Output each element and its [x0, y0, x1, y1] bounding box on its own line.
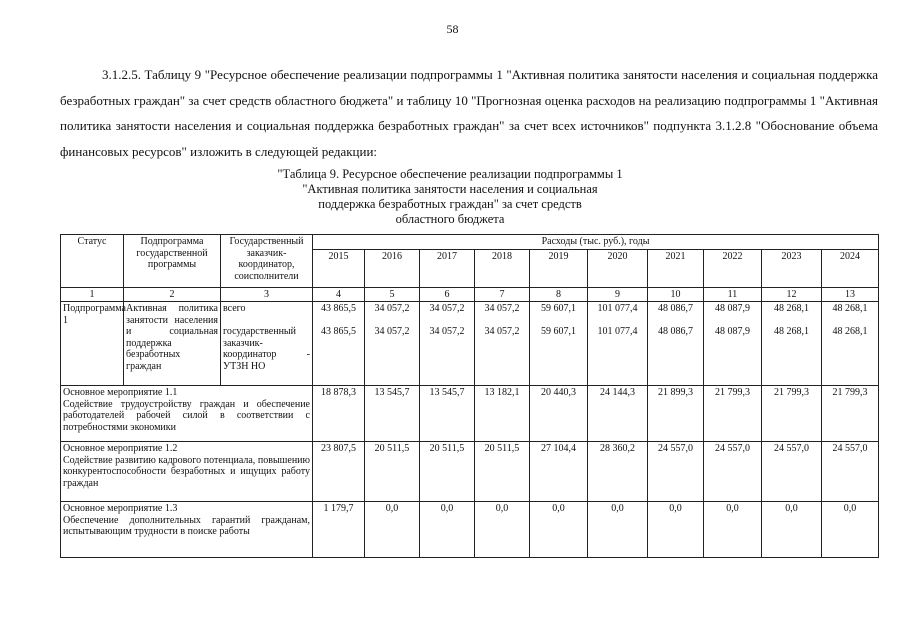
- table-row-measure-1-1: [61, 386, 879, 442]
- year-cell: 23 807,5: [313, 442, 365, 502]
- year-cell: 0,0: [365, 502, 420, 558]
- coordinator-value: 48 268,1: [832, 326, 868, 337]
- year-cell: 24 144,3: [588, 386, 648, 442]
- table-row-subprogram: [61, 302, 879, 386]
- header-year: 2019: [530, 249, 588, 287]
- year-cell: 13 545,7: [365, 386, 420, 442]
- year-cell: 0,0: [588, 502, 648, 558]
- year-cell: 21 899,3: [648, 386, 704, 442]
- header-year: 2015: [313, 249, 365, 287]
- coordinator-value: 34 057,2: [429, 326, 465, 337]
- caption-line: "Таблица 9. Ресурсное обеспечение реализации подпрограммы 1: [277, 167, 623, 181]
- year-cell: 0,0: [822, 502, 879, 558]
- year-cell: 0,0: [530, 502, 588, 558]
- year-cell: 1 179,7: [313, 502, 365, 558]
- year-cell: 0,0: [762, 502, 822, 558]
- header-status: Статус: [61, 235, 124, 288]
- year-cell: [420, 302, 475, 386]
- measure-text: Обеспечение дополнительных гарантий гражданам, испытывающим трудности в поиске работы: [63, 514, 310, 537]
- coordinator-value: 59 607,1: [541, 326, 576, 337]
- year-cell: [762, 302, 822, 386]
- column-number: 2: [124, 287, 221, 302]
- coordinator-value: 34 057,2: [374, 326, 410, 337]
- year-cell: [475, 302, 530, 386]
- column-number: 6: [420, 287, 475, 302]
- caption-line: поддержка безработных граждан" за счет средств: [318, 197, 582, 211]
- year-cell: 24 557,0: [648, 442, 704, 502]
- year-cell: 0,0: [648, 502, 704, 558]
- column-number: 8: [530, 287, 588, 302]
- total-value: 43 865,5: [321, 303, 356, 314]
- measure-title: Основное мероприятие 1.3: [63, 503, 178, 514]
- column-number: 9: [588, 287, 648, 302]
- year-cell: [704, 302, 762, 386]
- header-year: 2016: [365, 249, 420, 287]
- subprogram-name: Активная политика занятости населения и социальная поддержка безработных граждан: [124, 302, 221, 386]
- coordinator-value: 48 087,9: [715, 326, 750, 337]
- measure-text: Содействие трудоустройству граждан и обеспечение работодателей рабочей силой в соответствии с потребностями экономики: [63, 398, 310, 433]
- year-cell: 21 799,3: [762, 386, 822, 442]
- year-cell: 20 511,5: [475, 442, 530, 502]
- year-cell: 20 511,5: [365, 442, 420, 502]
- column-number: 1: [61, 287, 124, 302]
- resource-table: [60, 234, 879, 558]
- coordinator-value: 101 077,4: [597, 326, 638, 337]
- column-number: 5: [365, 287, 420, 302]
- total-value: 34 057,2: [429, 303, 465, 314]
- column-number: 3: [221, 287, 313, 302]
- header-subprogram: Подпрограмма государственной программы: [124, 235, 221, 288]
- header-year: 2017: [420, 249, 475, 287]
- coordinator-value: 34 057,2: [484, 326, 520, 337]
- caption-line: областного бюджета: [395, 212, 505, 226]
- coordinator-value: 43 865,5: [321, 326, 356, 337]
- intro-paragraph: 3.1.2.5. Таблицу 9 "Ресурсное обеспечение реализации подпрограммы 1 "Активная политика занятости населения и социальная поддержка безработных граждан" за счет средств областного бюджета" и таблицу 10 "Прогнозная оценка расходов на реализацию подпрограммы 1 "Активная политика занятости населения и социальная поддержка безработных граждан" за счет всех источников" подпункта 3.1.2.8 "Обоснование объема финансовых ресурсов" изложить в следующей редакции:: [60, 67, 878, 159]
- total-value: 59 607,1: [541, 303, 576, 314]
- year-cell: 24 557,0: [704, 442, 762, 502]
- total-value: 48 268,1: [832, 303, 868, 314]
- year-cell: 28 360,2: [588, 442, 648, 502]
- table-row-measure-1-3: [61, 502, 879, 558]
- header-year: 2018: [475, 249, 530, 287]
- year-cell: 21 799,3: [822, 386, 879, 442]
- subprogram-status: Подпрограмма 1: [61, 302, 124, 386]
- header-customer: Государственный заказчик-координатор, соисполнители: [221, 235, 313, 288]
- total-value: 48 268,1: [774, 303, 809, 314]
- total-value: 48 086,7: [658, 303, 693, 314]
- column-number: 11: [704, 287, 762, 302]
- table-row-measure-1-2: [61, 442, 879, 502]
- year-cell: 24 557,0: [822, 442, 879, 502]
- subprogram-customers: [221, 302, 313, 386]
- column-number: 4: [313, 287, 365, 302]
- table-caption: [220, 167, 680, 227]
- caption-line: "Активная политика занятости населения и социальная: [302, 182, 598, 196]
- measure-title: Основное мероприятие 1.2: [63, 443, 178, 454]
- total-value: 48 087,9: [715, 303, 750, 314]
- year-cell: 0,0: [704, 502, 762, 558]
- year-cell: 27 104,4: [530, 442, 588, 502]
- header-year: 2024: [822, 249, 879, 287]
- total-value: 34 057,2: [374, 303, 410, 314]
- year-cell: [313, 302, 365, 386]
- year-cell: 20 440,3: [530, 386, 588, 442]
- year-cell: [648, 302, 704, 386]
- customer-coordinator: государственный заказчик-координатор - УТЗН НО: [223, 326, 310, 372]
- year-cell: [588, 302, 648, 386]
- coordinator-value: 48 268,1: [774, 326, 809, 337]
- header-year: 2022: [704, 249, 762, 287]
- measure-description: [61, 502, 313, 558]
- year-cell: [365, 302, 420, 386]
- year-cell: 0,0: [420, 502, 475, 558]
- column-number: 12: [762, 287, 822, 302]
- measure-description: [61, 386, 313, 442]
- year-cell: [530, 302, 588, 386]
- total-value: 34 057,2: [484, 303, 520, 314]
- year-cell: 21 799,3: [704, 386, 762, 442]
- column-number: 10: [648, 287, 704, 302]
- year-cell: 24 557,0: [762, 442, 822, 502]
- year-cell: [822, 302, 879, 386]
- page-number: 58: [446, 22, 459, 36]
- measure-description: [61, 442, 313, 502]
- column-number: 13: [822, 287, 879, 302]
- year-cell: 18 878,3: [313, 386, 365, 442]
- year-cell: 20 511,5: [420, 442, 475, 502]
- year-cell: 13 545,7: [420, 386, 475, 442]
- header-expenses: Расходы (тыс. руб.), годы: [313, 235, 879, 250]
- column-number: 7: [475, 287, 530, 302]
- year-cell: 13 182,1: [475, 386, 530, 442]
- header-year: 2021: [648, 249, 704, 287]
- header-year: 2020: [588, 249, 648, 287]
- measure-text: Содействие развитию кадрового потенциала, повышению конкурентоспособности безработных и ищущих работу граждан: [63, 454, 310, 489]
- customer-total: всего: [223, 303, 246, 314]
- total-value: 101 077,4: [597, 303, 638, 314]
- measure-title: Основное мероприятие 1.1: [63, 387, 178, 398]
- coordinator-value: 48 086,7: [658, 326, 693, 337]
- header-year: 2023: [762, 249, 822, 287]
- year-cell: 0,0: [475, 502, 530, 558]
